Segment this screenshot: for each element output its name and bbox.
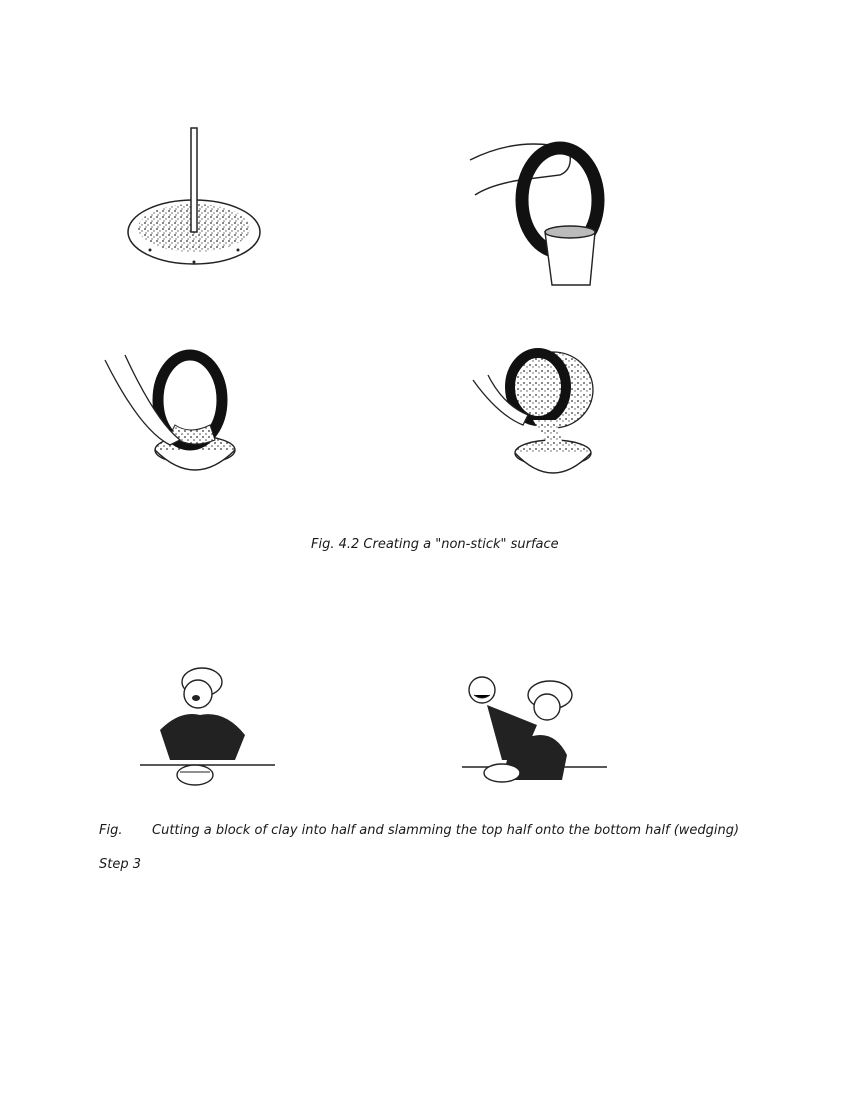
rubber-ring-over-bucket-illustration <box>460 120 640 295</box>
step-label: Step 3 <box>99 857 142 872</box>
figure-potter-slamming <box>462 665 612 799</box>
figure-sand-disk <box>120 120 270 294</box>
figure-caption-prefix: Fig. <box>99 823 123 838</box>
figure-ring-in-sand-bowl <box>100 340 250 494</box>
potter-slamming-clay-illustration <box>462 665 612 795</box>
potter-cutting-clay-illustration <box>140 660 280 800</box>
figure-sand-coated-ring <box>468 345 618 499</box>
sand-coated-ring-over-bowl-illustration <box>468 345 618 495</box>
ring-dipped-in-sand-bowl-illustration <box>100 340 250 490</box>
figure-caption-wedging: Cutting a block of clay into half and slamming the top half onto the bottom half (wedging) <box>152 823 740 838</box>
sand-disk-with-pole-illustration <box>120 120 270 290</box>
figure-ring-over-bucket <box>460 120 640 299</box>
figure-potter-cutting <box>140 660 280 804</box>
figure-caption-non-stick: Fig. 4.2 Creating a "non-stick" surface <box>311 537 559 552</box>
